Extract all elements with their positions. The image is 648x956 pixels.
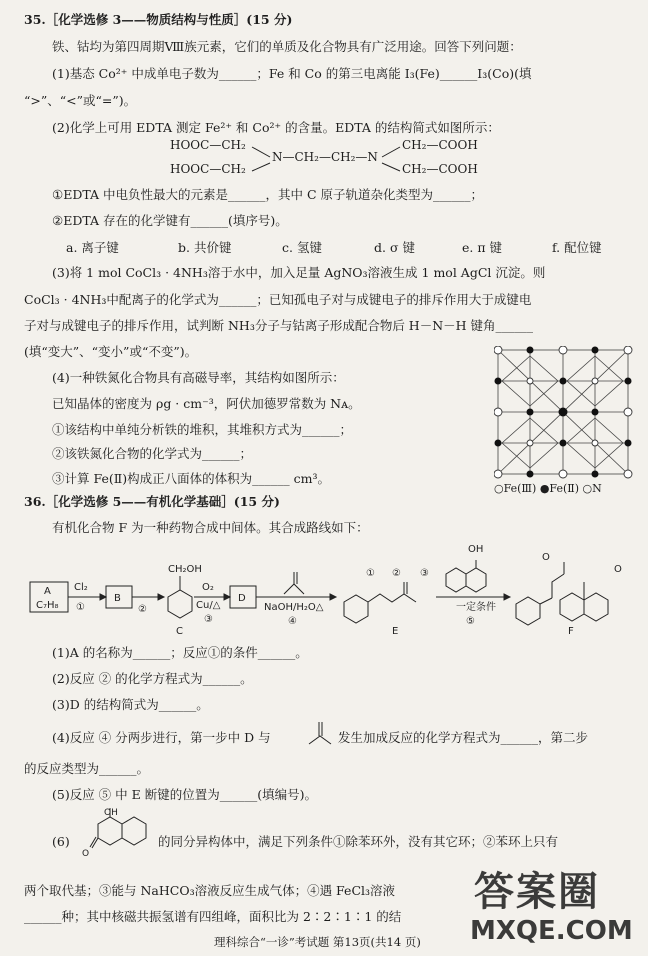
scheme-cond4: NaOH/H₂O△ bbox=[264, 602, 324, 613]
q35-part2-2: ②EDTA 存在的化学键有______(填序号)。 bbox=[52, 213, 288, 228]
q35-part3-line3: 子对与成键电子的排斥作用，试判断 NH₃分子与钴离子形成配合物后 H－N－H 键角______ bbox=[24, 318, 534, 333]
crystal-legend: ○Fe(Ⅲ) ●Fe(Ⅱ) ○N bbox=[494, 482, 602, 495]
edta-left-bottom: HOOC—CH₂ bbox=[170, 162, 246, 176]
q35-part1-line1: (1)基态 Co²⁺ 中成单电子数为______；Fe 和 Co 的第三电离能 I₃(Fe)______I₃(Co)(填 bbox=[52, 66, 532, 81]
scheme-A: A bbox=[44, 586, 51, 597]
scheme-o-ring: O bbox=[614, 564, 622, 575]
scheme-C: C bbox=[176, 626, 183, 637]
scheme-cu: Cu/△ bbox=[196, 600, 221, 611]
q36-part6-line2: 两个取代基；③能与 NaHCO₃溶液反应生成气体；④遇 FeCl₃溶液 bbox=[24, 883, 396, 898]
option-c: c. 氢键 bbox=[282, 240, 322, 255]
q35-part4-line1: (4)一种铁氮化合物具有高磁导率，其结构如图所示： bbox=[52, 370, 345, 385]
q36-part6-line1: 的同分异构体中，满足下列条件①除苯环外，没有其它环；②苯环上只有 bbox=[158, 834, 559, 849]
option-f: f. 配位键 bbox=[552, 240, 602, 255]
scheme-o2: O₂ bbox=[202, 582, 214, 593]
q35-part4-line5: ③计算 Fe(Ⅱ)构成正八面体的体积为______ cm³。 bbox=[52, 471, 330, 486]
q35-part4-line3: ①该结构中单纯分析铁的堆积，其堆积方式为______； bbox=[52, 422, 353, 437]
coumarin-oh: OH bbox=[104, 808, 118, 818]
acetone-structure bbox=[306, 716, 336, 750]
q36-title: 36.［化学选修 5——有机化学基础］(15 分) bbox=[24, 494, 280, 509]
scheme-step3: ③ bbox=[204, 614, 213, 625]
scheme-D: D bbox=[238, 593, 246, 604]
q36-part5: (5)反应 ⑤ 中 E 断键的位置为______(填编号)。 bbox=[52, 787, 317, 802]
option-a: a. 离子键 bbox=[66, 240, 119, 255]
q35-part3-line2: CoCl₃ · 4NH₃中配离子的化学式为______；已知孤电子对与成键电子的排斥作用大于成键电 bbox=[24, 292, 532, 307]
q36-intro: 有机化合物 F 为一种药物合成中间体。其合成路线如下： bbox=[52, 520, 369, 535]
scheme-o-keto: O bbox=[542, 552, 550, 563]
option-d: d. σ 键 bbox=[374, 240, 415, 255]
watermark-top: 答案圈 bbox=[474, 869, 600, 915]
scheme-cond5: 一定条件 bbox=[456, 602, 496, 613]
scheme-E-bond2: ② bbox=[392, 568, 401, 579]
option-b: b. 共价键 bbox=[178, 240, 232, 255]
scheme-B: B bbox=[114, 593, 121, 604]
edta-right-top: CH₂—COOH bbox=[402, 138, 478, 152]
q35-part1-line2: “>”、“<”或“=”)。 bbox=[24, 93, 137, 108]
edta-middle: N—CH₂—CH₂—N bbox=[272, 150, 378, 164]
scheme-E-bond3: ③ bbox=[420, 568, 429, 579]
q36-part4-line1b: 发生加成反应的化学方程式为______，第二步 bbox=[338, 730, 589, 745]
scheme-E: E bbox=[392, 626, 399, 637]
option-e: e. π 键 bbox=[462, 240, 503, 255]
scheme-ch2oh: CH₂OH bbox=[168, 564, 202, 575]
scheme-oh: OH bbox=[468, 544, 484, 555]
q36-part1: (1)A 的名称为______；反应①的条件______。 bbox=[52, 645, 308, 660]
q35-part3-line4: (填“变大”、“变小”或“不变”)。 bbox=[24, 344, 198, 359]
scheme-step2: ② bbox=[138, 604, 147, 615]
scheme-F: F bbox=[568, 626, 574, 637]
scheme-step5: ⑤ bbox=[466, 616, 475, 627]
synthesis-scheme bbox=[0, 538, 648, 638]
q36-part4-line1a: (4)反应 ④ 分两步进行，第一步中 D 与 bbox=[52, 730, 271, 745]
q36-part2: (2)反应 ② 的化学方程式为______。 bbox=[52, 671, 253, 686]
scheme-step4: ④ bbox=[288, 616, 297, 627]
q35-intro: 铁、钴均为第四周期Ⅷ族元素，它们的单质及化合物具有广泛用途。回答下列问题： bbox=[52, 39, 522, 54]
page-footer: 理科综合“一诊”考试题 第13页(共14 页) bbox=[214, 935, 421, 949]
q35-title: 35.［化学选修 3——物质结构与性质］(15 分) bbox=[24, 12, 293, 27]
crystal-structure-figure bbox=[494, 346, 636, 480]
q35-part2: (2)化学上可用 EDTA 测定 Fe²⁺ 和 Co²⁺ 的含量。EDTA 的结构简式如图所示： bbox=[52, 120, 500, 135]
edta-structure bbox=[170, 138, 490, 182]
scheme-cl2: Cl₂ bbox=[74, 582, 88, 593]
q35-part2-1: ①EDTA 中电负性最大的元素是______，其中 C 原子轨道杂化类型为______； bbox=[52, 187, 484, 202]
edta-right-bottom: CH₂—COOH bbox=[402, 162, 478, 176]
scheme-E-bond1: ① bbox=[366, 568, 375, 579]
edta-bonds bbox=[170, 138, 490, 182]
q36-part3: (3)D 的结构简式为______。 bbox=[52, 697, 209, 712]
q35-part4-line4: ②该铁氮化合物的化学式为______； bbox=[52, 446, 253, 461]
watermark-bottom: MXQE.COM bbox=[470, 916, 633, 946]
coumarin-structure bbox=[82, 806, 154, 868]
q35-part4-line2: 已知晶体的密度为 ρg · cm⁻³，阿伏加德罗常数为 Nᴀ。 bbox=[52, 396, 361, 411]
scheme-step1: ① bbox=[76, 602, 85, 613]
q36-part6-num: (6) bbox=[52, 834, 70, 849]
scheme-A-formula: C₇H₈ bbox=[36, 600, 59, 611]
edta-left-top: HOOC—CH₂ bbox=[170, 138, 246, 152]
coumarin-o: O bbox=[82, 849, 90, 859]
q36-part4-line2: 的反应类型为______。 bbox=[24, 761, 150, 776]
q36-part6-line3: ______种；其中核磁共振氢谱有四组峰，面积比为 2∶2∶1∶1 的结 bbox=[24, 909, 402, 924]
q35-part3-line1: (3)将 1 mol CoCl₃ · 4NH₃溶于水中，加入足量 AgNO₃溶液生成 1 mol AgCl 沉淀。则 bbox=[52, 265, 546, 280]
